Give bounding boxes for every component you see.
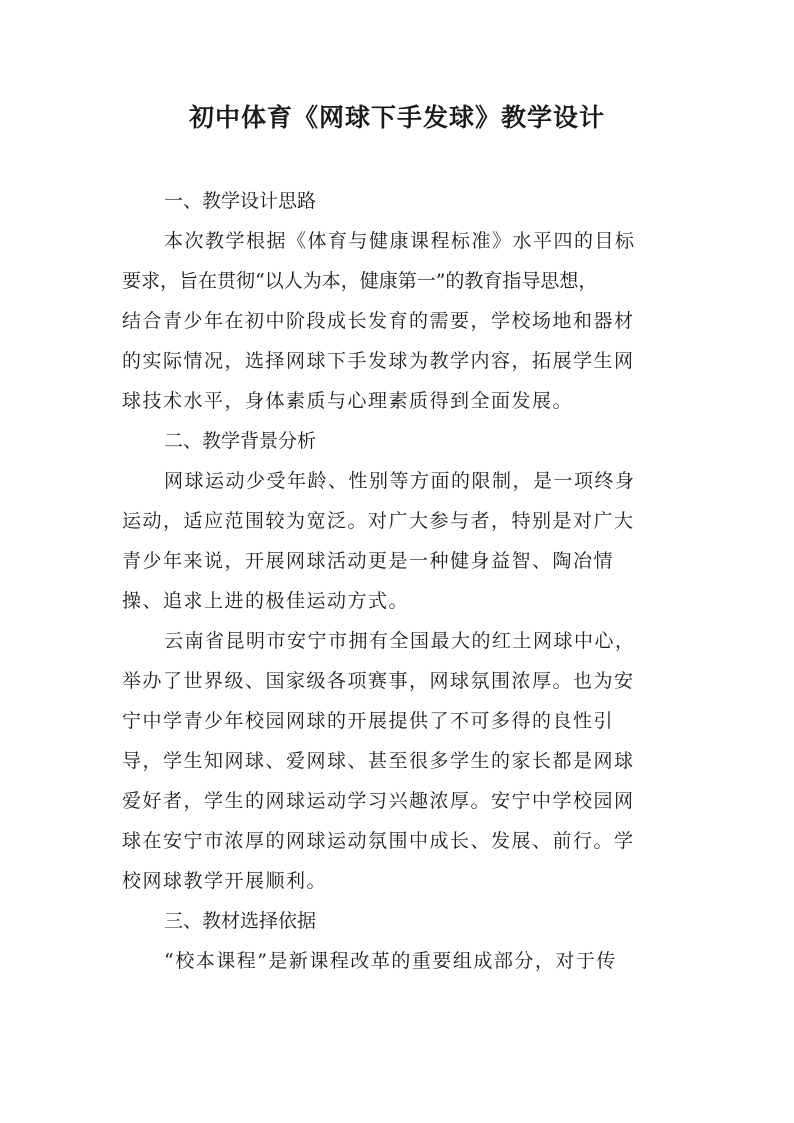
paragraph-line: 导，学生知网球、爱网球、甚至很多学生的家长都是网球: [122, 750, 635, 772]
paragraph-line: 爱好者，学生的网球运动学习兴趣浓厚。安宁中学校园网: [122, 790, 635, 812]
paragraph-line: 青少年来说，开展网球活动更是一种健身益智、陶冶情: [122, 550, 615, 572]
paragraph-line: 的实际情况，选择网球下手发球为教学内容，拓展学生网: [122, 350, 635, 372]
paragraph-line: 宁中学青少年校园网球的开展提供了不可多得的良性引: [122, 710, 615, 732]
paragraph-line: 云南省昆明市安宁市拥有全国最大的红土网球中心，: [164, 630, 636, 652]
paragraph-line: 举办了世界级、国家级各项赛事，网球氛围浓厚。也为安: [122, 670, 635, 692]
paragraph-line: 本次教学根据《体育与健康课程标准》水平四的目标: [164, 230, 636, 252]
paragraph-line: 操、追求上进的极佳运动方式。: [122, 590, 410, 612]
paragraph-line: 网球运动少受年龄、性别等方面的限制，是一项终身: [164, 470, 636, 492]
paragraph-line: 运动，适应范围较为宽泛。对广大参与者，特别是对广大: [122, 510, 635, 532]
section-heading-1: 一、教学设计思路: [164, 190, 317, 212]
paragraph: [122, 221, 652, 421]
page-title: 初中体育《网球下手发球》教学设计: [188, 103, 605, 132]
paragraph-line: 球在安宁市浓厚的网球运动氛围中成长、发展、前行。学: [122, 830, 635, 852]
paragraph: [122, 621, 652, 901]
paragraph: [122, 461, 652, 621]
paragraph: [122, 941, 652, 981]
section-heading-2: 二、教学背景分析: [164, 430, 317, 452]
paragraph-line: 球技术水平，身体素质与心理素质得到全面发展。: [122, 390, 574, 412]
paragraph-line: 要求，旨在贯彻“以人为本，健康第一”的教育指导思想，: [122, 270, 598, 292]
document-body: [122, 181, 652, 981]
paragraph-line: 结合青少年在初中阶段成长发育的需要，学校场地和器材: [122, 310, 635, 332]
paragraph-line: 校网球教学开展顺利。: [122, 870, 328, 892]
paragraph-line: “校本课程”是新课程改革的重要组成部分，对于传: [164, 950, 617, 972]
section-heading-3: 三、教材选择依据: [164, 910, 317, 932]
